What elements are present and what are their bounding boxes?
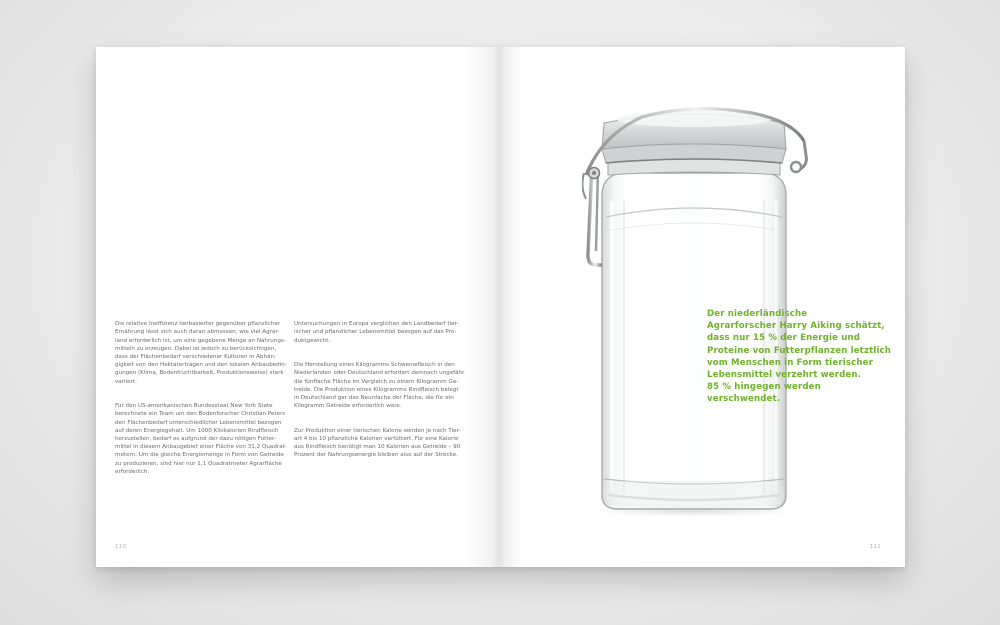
pull-quote: Der niederländische Agrarforscher Harry Aiking schätzt, dass nur 15 % der Energie und Proteine von Futterpflanzen letztlich vom Menschen in Form tierischer Lebensmittel verzehrt werden. 85 % hingegen werden verschwendet. <box>707 309 892 405</box>
page-number-right: 111 <box>869 544 881 550</box>
book-spread <box>96 47 905 567</box>
glass-jar-illustration <box>582 75 842 517</box>
page-number-left: 110 <box>115 544 127 550</box>
paragraph: Für den US-amerikanischen Bundesstaat New York State berechnete ein Team um den Bodenforscher Christian Peters den Flächenbedarf unterschiedlicher Lebensmittel bezogen auf deren Energiegehalt. Um 1000 Kilokalorien Rindfleisch herzustellen, bedarf es aufgrund der dazu nötigen Futter- mittel in diesem Anbaugebiet einer Fläche von 31,2 Quadrat- metern. Um die gleiche Energiemenge in Form von Getreide zu produzieren, sind hier nur 1,1 Quadratmeter Agrarfläche erforderlich. <box>115 403 287 475</box>
text-column-left <box>115 312 291 492</box>
paragraph: Untersuchungen in Europa verglichen den Landbedarf tier- ischer und pflanzlicher Lebensmittel bezogen auf das Pro- duktgewicht. <box>294 321 459 344</box>
right-page <box>500 47 905 567</box>
paragraph: Die relative Ineffizienz tierbasierter gegenüber pflanzlicher Ernährung lässt sich auch daran abmessen, wie viel Agrar- land erforderlich ist, um eine gegebene Menge an Nahrungs- mitteln zu erzeugen. Dabei ist jedoch zu berücksichtigen, dass der Flächenbedarf verschiedener Kulturen in Abhän- gigkeit von den Hektarerträgen und den lokalen Anbaubedin- gungen (Klima, Bodenfruchtbarkeit, Produktionsweise) stark variiert. <box>115 321 287 385</box>
gutter-shadow <box>500 47 522 567</box>
text-column-right <box>294 312 470 476</box>
paragraph: Zur Produktion einer tierischen Kalorie werden je nach Tier- art 4 bis 10 pflanzliche Kalorien verfüttert. Für eine Kalorie aus Rindfleisch benötigt man 10 Kalorien aus Getreide – 90 Prozent der Nahrungsenergie bleiben also auf der Strecke. <box>294 427 461 459</box>
paragraph: Die Herstellung eines Kilogramms Schweinefleisch in den Niederlanden oder Deutschland erfordert demnach ungefähr die fünffache Fläche im Vergleich zu einem Kilogramm Ge- treide. Die Produktion eines Kilogramms Rindfleisch belegt in Deutschland gar das Neunfache der Fläche, die für ein Kilogramm Getreide erforderlich wäre. <box>294 362 465 410</box>
gutter-shadow <box>466 47 500 567</box>
left-page <box>96 47 500 567</box>
